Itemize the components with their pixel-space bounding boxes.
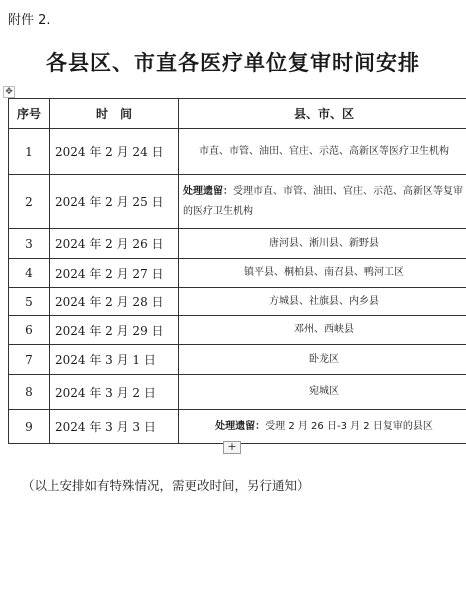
row-area-prefix: 处理遗留：: [215, 420, 266, 432]
row-no: 7: [9, 345, 50, 375]
row-date: 2024 年 2 月 26 日: [50, 229, 179, 259]
row-area: [179, 175, 466, 229]
row-area: 唐河县、淅川县、新野县: [179, 229, 466, 259]
row-area: 宛城区: [179, 375, 466, 410]
row-area: 镇平县、桐柏县、南召县、鸭河工区: [179, 259, 466, 288]
header-date: 时 间: [50, 99, 179, 129]
schedule-table: [8, 98, 466, 444]
row-date: 2024 年 2 月 29 日: [50, 316, 179, 345]
row-no: 8: [9, 375, 50, 410]
row-date: 2024 年 3 月 2 日: [50, 375, 179, 410]
table-header-row: [9, 99, 466, 129]
table-move-handle[interactable]: ✥: [3, 86, 15, 98]
row-no: 5: [9, 288, 50, 316]
row-date: 2024 年 2 月 28 日: [50, 288, 179, 316]
row-date: 2024 年 2 月 25 日: [50, 175, 179, 229]
attachment-label: 附件 2.: [8, 13, 51, 28]
row-date: 2024 年 3 月 1 日: [50, 345, 179, 375]
row-area: 邓州、西峡县: [179, 316, 466, 345]
table-row: [9, 316, 466, 345]
header-area: 县、市、区: [179, 99, 466, 129]
table-row: [9, 175, 466, 229]
row-date: 2024 年 3 月 3 日: [50, 410, 179, 444]
table-row: [9, 229, 466, 259]
table-row: [9, 375, 466, 410]
row-area: 方城县、社旗县、内乡县: [179, 288, 466, 316]
row-no: 6: [9, 316, 50, 345]
row-area-text: 受理市直、市管、油田、官庄、示范、高新区等复审的医疗卫生机构: [183, 185, 463, 217]
row-no: 9: [9, 410, 50, 444]
row-date: 2024 年 2 月 27 日: [50, 259, 179, 288]
row-area: 市直、市管、油田、官庄、示范、高新区等医疗卫生机构: [179, 129, 466, 175]
page-title: 各县区、市直各医疗单位复审时间安排: [46, 51, 420, 75]
table-row: [9, 259, 466, 288]
header-no: 序号: [9, 99, 50, 129]
table-row: [9, 410, 466, 444]
row-no: 3: [9, 229, 50, 259]
row-area-prefix: 处理遗留：: [183, 185, 233, 197]
row-area: [179, 410, 466, 444]
footnote: （以上安排如有特殊情况，需更改时间，另行通知）: [22, 478, 310, 493]
row-date: 2024 年 2 月 24 日: [50, 129, 179, 175]
row-no: 4: [9, 259, 50, 288]
row-area: 卧龙区: [179, 345, 466, 375]
row-no: 2: [9, 175, 50, 229]
add-row-button[interactable]: +: [223, 441, 241, 454]
table-row: [9, 345, 466, 375]
table-row: [9, 288, 466, 316]
row-no: 1: [9, 129, 50, 175]
table-row: [9, 129, 466, 175]
row-area-text: 受理 2 月 26 日-3 月 2 日复审的县区: [265, 420, 433, 432]
